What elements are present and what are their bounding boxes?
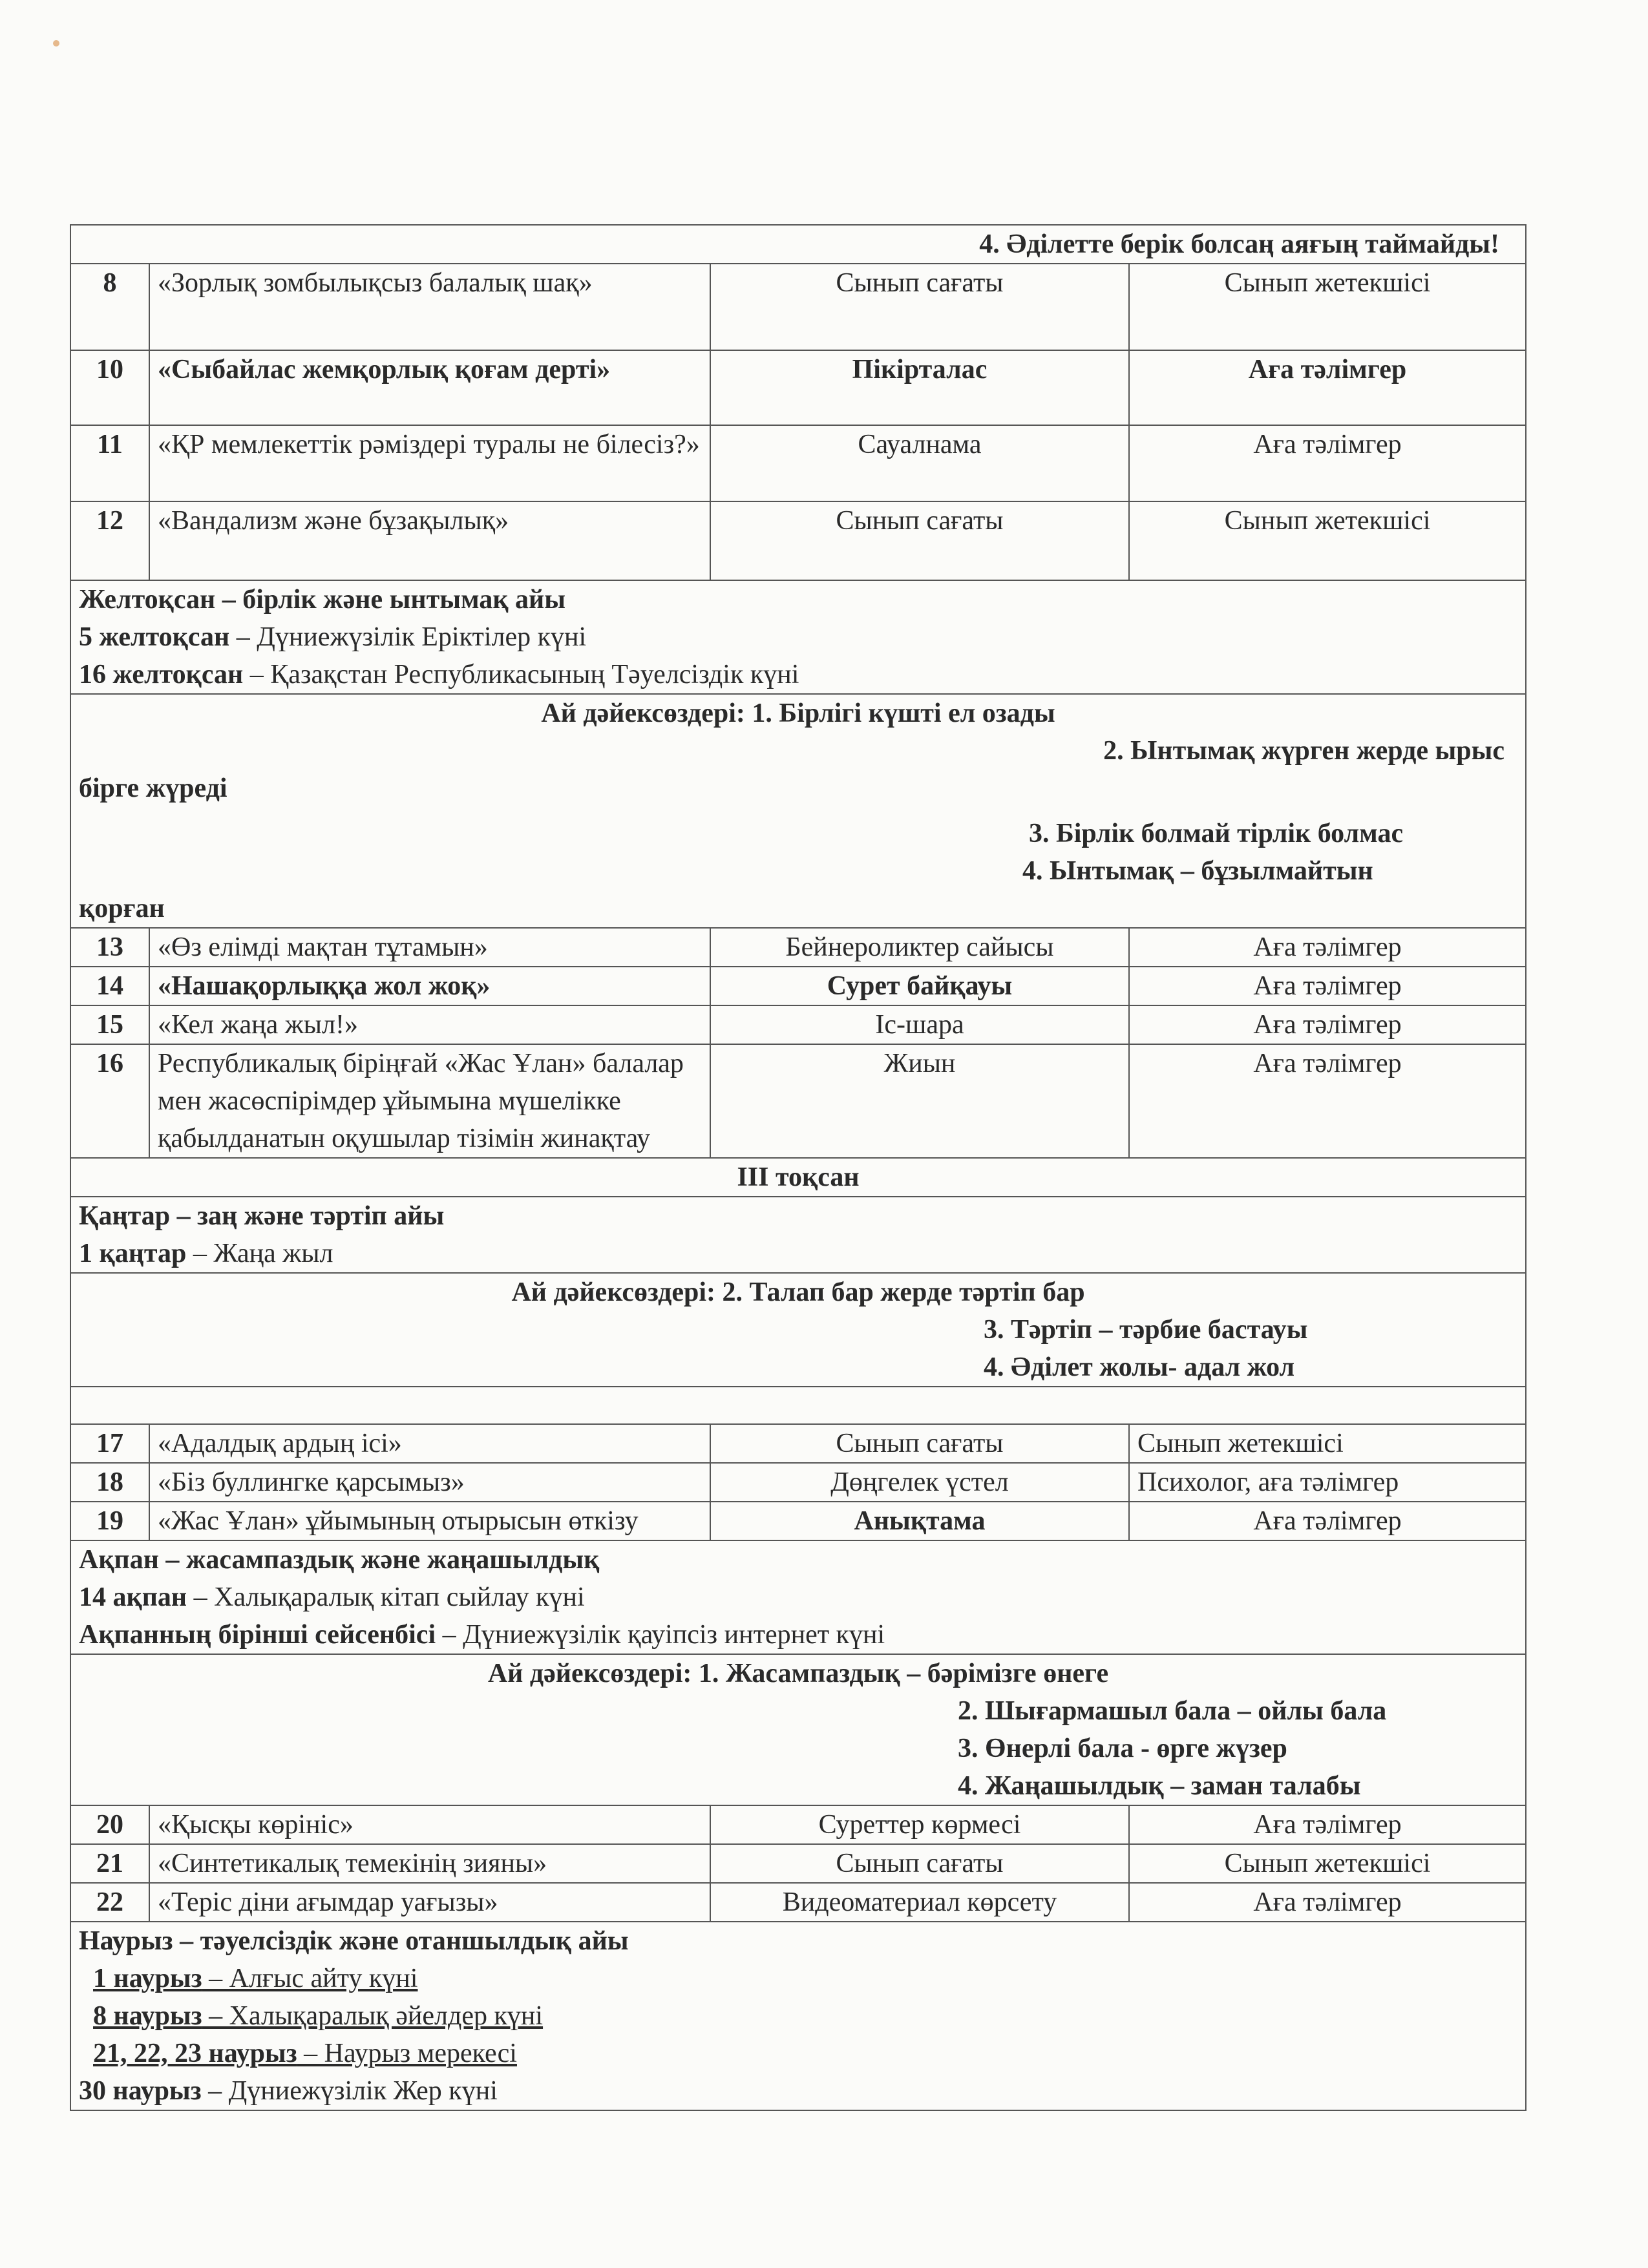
event-responsible: Аға тәлімгер bbox=[1129, 1883, 1526, 1922]
event-responsible: Сынып жетекшісі bbox=[1129, 1844, 1526, 1883]
date-line: 1 наурыз – Алғыс айту күні bbox=[93, 1964, 418, 1993]
quote-line: 4. Әділет жолы- адал жол bbox=[984, 1352, 1295, 1382]
quote-line: 4. Ынтымақ – бұзылмайтын bbox=[1022, 856, 1373, 886]
row-number: 10 bbox=[70, 350, 149, 425]
row-number: 19 bbox=[70, 1502, 149, 1540]
row-number: 20 bbox=[70, 1805, 149, 1844]
event-form: Сурет байқауы bbox=[710, 967, 1129, 1005]
row-number: 21 bbox=[70, 1844, 149, 1883]
event-responsible: Аға тәлімгер bbox=[1129, 1005, 1526, 1044]
table-row bbox=[70, 928, 1526, 967]
event-responsible: Сынып жетекшісі bbox=[1129, 264, 1526, 350]
month-header-december bbox=[70, 580, 1526, 694]
quote-line: 3. Өнерлі бала - өрге жүзер bbox=[958, 1734, 1287, 1763]
event-form: Сынып сағаты bbox=[710, 1424, 1129, 1463]
table-row bbox=[70, 501, 1526, 580]
month-title: Наурыз – тәуелсіздік және отаншылдық айы bbox=[79, 1926, 629, 1956]
event-responsible: Аға тәлімгер bbox=[1129, 928, 1526, 967]
event-responsible: Аға тәлімгер bbox=[1129, 1805, 1526, 1844]
table-row bbox=[70, 1883, 1526, 1922]
month-title: Желтоқсан – бірлік және ынтымақ айы bbox=[79, 585, 566, 614]
month-quotes-january bbox=[70, 1273, 1526, 1387]
event-title: «Зорлық зомбылықсыз балалық шақ» bbox=[149, 264, 710, 350]
table-row bbox=[70, 967, 1526, 1005]
table-row bbox=[70, 1463, 1526, 1502]
quote-line: қорған bbox=[79, 894, 165, 923]
event-title: «Қысқы көрініс» bbox=[149, 1805, 710, 1844]
quote-line: Ай дәйексөздері: 2. Талап бар жерде тәртіп бар bbox=[511, 1277, 1085, 1307]
event-title: «Жас Ұлан» ұйымының отырысын өткізу bbox=[149, 1502, 710, 1540]
event-form: Дөңгелек үстел bbox=[710, 1463, 1129, 1502]
table-row bbox=[70, 350, 1526, 425]
table-row bbox=[70, 1805, 1526, 1844]
row-number: 22 bbox=[70, 1883, 149, 1922]
quote-line: 2. Шығармашыл бала – ойлы бала bbox=[958, 1696, 1387, 1726]
date-line: 16 желтоқсан – Қазақстан Республикасының Тәуелсіздік күні bbox=[79, 660, 799, 689]
event-title: «ҚР мемлекеттік рәміздері туралы не білесіз?» bbox=[149, 425, 710, 501]
event-title: «Кел жаңа жыл!» bbox=[149, 1005, 710, 1044]
table-row bbox=[70, 1424, 1526, 1463]
event-form: Суреттер көрмесі bbox=[710, 1805, 1129, 1844]
event-form: Сынып сағаты bbox=[710, 501, 1129, 580]
event-title: «Сыбайлас жемқорлық қоғам дерті» bbox=[149, 350, 710, 425]
event-form: Сынып сағаты bbox=[710, 1844, 1129, 1883]
row-number: 18 bbox=[70, 1463, 149, 1502]
month-header-january bbox=[70, 1197, 1526, 1273]
event-title: «Вандализм және бұзақылық» bbox=[149, 501, 710, 580]
row-number: 17 bbox=[70, 1424, 149, 1463]
event-title: «Өз елімді мақтан тұтамын» bbox=[149, 928, 710, 967]
quarter-header bbox=[70, 1158, 1526, 1197]
event-responsible: Аға тәлімгер bbox=[1129, 425, 1526, 501]
row-number: 12 bbox=[70, 501, 149, 580]
row-number: 8 bbox=[70, 264, 149, 350]
event-form: Сауалнама bbox=[710, 425, 1129, 501]
date-line: 5 желтоқсан – Дүниежүзілік Еріктілер күні bbox=[79, 622, 587, 652]
table-row bbox=[70, 1844, 1526, 1883]
event-form: Пікірталас bbox=[710, 350, 1129, 425]
table-row bbox=[70, 425, 1526, 501]
event-title: Республикалық біріңғай «Жас Ұлан» балалар мен жасөспірімдер ұйымына мүшелікке қабылданатын оқушылар тізімін жинақтау bbox=[149, 1044, 710, 1158]
event-responsible: Аға тәлімгер bbox=[1129, 1044, 1526, 1158]
date-line: Ақпанның бірінші сейсенбісі – Дүниежүзілік қауіпсіз интернет күні bbox=[79, 1620, 885, 1650]
event-form: Видеоматериал көрсету bbox=[710, 1883, 1129, 1922]
month-title: Ақпан – жасампаздық және жаңашылдық bbox=[79, 1545, 600, 1575]
events-plan-table bbox=[70, 224, 1527, 2111]
quote-row bbox=[70, 225, 1526, 264]
quarter-title: ІІІ тоқсан bbox=[70, 1158, 1526, 1197]
month-header-march bbox=[70, 1922, 1526, 2110]
row-number: 15 bbox=[70, 1005, 149, 1044]
date-line: 30 наурыз – Дүниежүзілік Жер күні bbox=[79, 2076, 498, 2106]
event-form: Бейнероликтер сайысы bbox=[710, 928, 1129, 967]
spacer-row bbox=[70, 1387, 1526, 1424]
row-number: 13 bbox=[70, 928, 149, 967]
row-number: 16 bbox=[70, 1044, 149, 1158]
quote-line: бірге жүреді bbox=[79, 773, 227, 803]
event-title: «Нашақорлыққа жол жоқ» bbox=[149, 967, 710, 1005]
quote-line: 3. Тәртіп – тәрбие бастауы bbox=[984, 1315, 1308, 1345]
date-line: 8 наурыз – Халықаралық әйелдер күні bbox=[93, 2001, 544, 2031]
quote-line: 3. Бірлік болмай тірлік болмас bbox=[1029, 819, 1404, 848]
month-quotes-february bbox=[70, 1654, 1526, 1805]
quote-line: 4. Жаңашылдық – заман талабы bbox=[958, 1771, 1361, 1801]
row-number: 11 bbox=[70, 425, 149, 501]
date-line: 21, 22, 23 наурыз – Наурыз мерекесі bbox=[93, 2039, 517, 2068]
event-title: «Теріс діни ағымдар уағызы» bbox=[149, 1883, 710, 1922]
table-row bbox=[70, 264, 1526, 350]
event-responsible: Сынып жетекшісі bbox=[1129, 501, 1526, 580]
event-responsible: Аға тәлімгер bbox=[1129, 350, 1526, 425]
table-row bbox=[70, 1502, 1526, 1540]
scan-speck bbox=[53, 40, 59, 47]
event-form: Сынып сағаты bbox=[710, 264, 1129, 350]
event-responsible: Сынып жетекшісі bbox=[1129, 1424, 1526, 1463]
event-title: «Адалдық ардың ісі» bbox=[149, 1424, 710, 1463]
event-form: Жиын bbox=[710, 1044, 1129, 1158]
month-quotes-december bbox=[70, 694, 1526, 928]
event-title: «Біз буллингке қарсымыз» bbox=[149, 1463, 710, 1502]
date-line: 1 қаңтар – Жаңа жыл bbox=[79, 1239, 333, 1268]
event-form: Анықтама bbox=[710, 1502, 1129, 1540]
event-title: «Синтетикалық темекінің зияны» bbox=[149, 1844, 710, 1883]
quote-line: Ай дәйексөздері: 1. Жасампаздық – бәрімізге өнеге bbox=[487, 1659, 1109, 1688]
month-header-february bbox=[70, 1540, 1526, 1654]
quote-line: Ай дәйексөздері: 1. Бірлігі күшті ел озады bbox=[541, 698, 1055, 728]
event-form: Іс-шара bbox=[710, 1005, 1129, 1044]
quote-line: 2. Ынтымақ жүрген жерде ырыс bbox=[1103, 736, 1505, 766]
event-responsible: Психолог, аға тәлімгер bbox=[1129, 1463, 1526, 1502]
event-responsible: Аға тәлімгер bbox=[1129, 967, 1526, 1005]
date-line: 14 ақпан – Халықаралық кітап сыйлау күні bbox=[79, 1582, 585, 1612]
quote-text: 4. Әділетте берік болсаң аяғың таймайды! bbox=[70, 225, 1526, 264]
table-row bbox=[70, 1005, 1526, 1044]
row-number: 14 bbox=[70, 967, 149, 1005]
month-title: Қаңтар – заң және тәртіп айы bbox=[79, 1201, 445, 1231]
event-responsible: Аға тәлімгер bbox=[1129, 1502, 1526, 1540]
table-row bbox=[70, 1044, 1526, 1158]
